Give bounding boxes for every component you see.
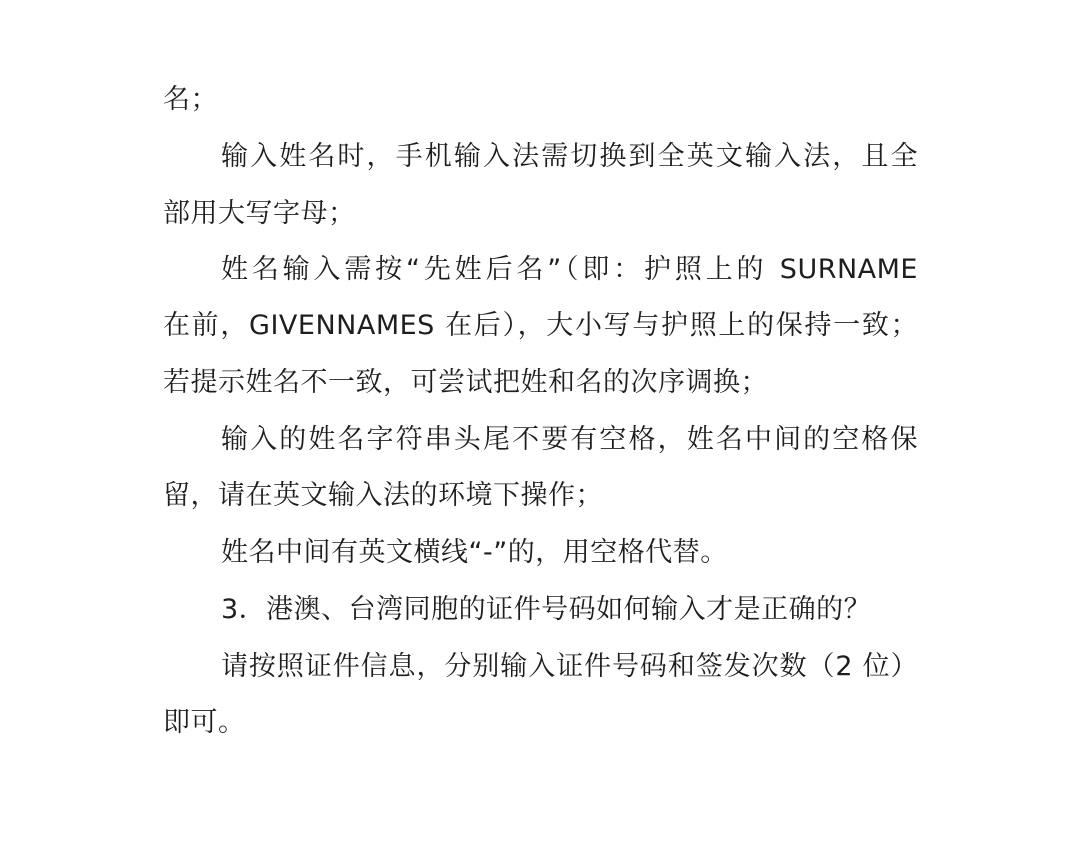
text-line: 若提示姓名不一致，可尝试把姓和名的次序调换； [163,367,768,398]
text-line: 请按照证件信息，分别输入证件号码和签发次数（2 位） [221,651,918,682]
text-line: 3．港澳、台湾同胞的证件号码如何输入才是正确的？ [221,594,872,625]
text-line: 即可。 [163,707,246,738]
text-line: 姓名中间有英文横线“-”的，用空格代替。 [221,537,728,568]
text-line: 输入姓名时，手机输入法需切换到全英文输入法，且全 [221,141,918,172]
text-line: 名； [163,84,218,115]
text-line: 姓名输入需按“先姓后名”（即：护照上的 SURNAME [221,254,918,285]
text-line: 部用大写字母； [163,198,356,229]
text-line: 留，请在英文输入法的环境下操作； [163,480,603,511]
text-line: 输入的姓名字符串头尾不要有空格，姓名中间的空格保 [221,424,918,455]
text-line: 在前，GIVENNAMES 在后），大小写与护照上的保持一致； [163,310,918,341]
